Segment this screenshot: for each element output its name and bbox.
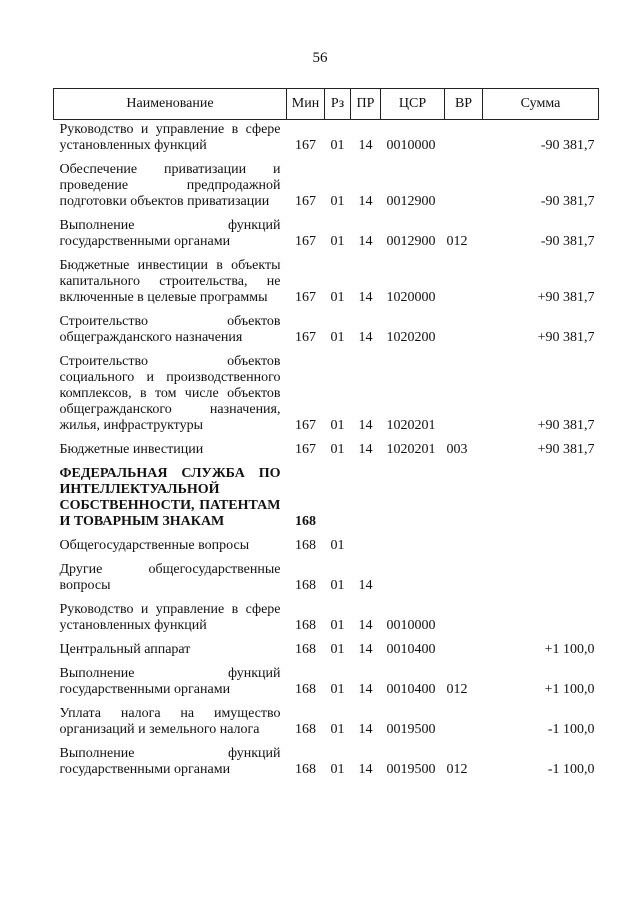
table-row bbox=[54, 218, 599, 258]
row-csr: 0019500 bbox=[386, 762, 436, 777]
row-name: Обеспечение приватизации и проведение предпродажной подготовки объектов приватизации bbox=[59, 162, 281, 209]
row-sum: +90 381,7 bbox=[537, 418, 595, 433]
table-row-section-heading bbox=[54, 466, 599, 538]
table-row bbox=[54, 120, 599, 163]
row-vr bbox=[445, 162, 483, 218]
row-min: 168 bbox=[295, 642, 316, 657]
row-sum: -90 381,7 bbox=[540, 234, 595, 249]
row-name: Руководство и управление в сфере установленных функций bbox=[59, 602, 281, 633]
row-csr: 0012900 bbox=[386, 234, 436, 249]
column-header-rz: Рз bbox=[325, 89, 351, 120]
table-row bbox=[54, 562, 599, 602]
row-vr bbox=[445, 642, 483, 666]
row-min: 167 bbox=[295, 418, 316, 433]
table-row bbox=[54, 706, 599, 746]
row-min: 168 bbox=[295, 722, 316, 737]
row-sum: +1 100,0 bbox=[544, 642, 595, 657]
row-sum: -1 100,0 bbox=[547, 722, 595, 737]
page-number: 56 bbox=[312, 50, 328, 66]
row-vr bbox=[445, 258, 483, 314]
row-sum bbox=[483, 602, 599, 642]
row-pr: 14 bbox=[358, 138, 373, 153]
row-min: 168 bbox=[295, 514, 316, 529]
row-sum: -90 381,7 bbox=[540, 194, 595, 209]
row-sum: +1 100,0 bbox=[544, 682, 595, 697]
row-name: Выполнение функций государственными органами bbox=[59, 218, 281, 249]
row-csr bbox=[381, 466, 445, 538]
row-rz: 01 bbox=[330, 578, 345, 593]
row-min: 168 bbox=[295, 682, 316, 697]
row-vr bbox=[445, 354, 483, 442]
row-rz: 01 bbox=[330, 538, 345, 553]
row-vr: 012 bbox=[446, 762, 468, 777]
row-min: 168 bbox=[295, 618, 316, 633]
row-pr bbox=[351, 538, 381, 562]
row-rz: 01 bbox=[330, 682, 345, 697]
table-row bbox=[54, 258, 599, 314]
row-rz: 01 bbox=[330, 762, 345, 777]
row-csr: 0010000 bbox=[386, 618, 436, 633]
row-rz: 01 bbox=[330, 330, 345, 345]
budget-table bbox=[53, 88, 599, 786]
row-pr: 14 bbox=[358, 442, 373, 457]
row-rz: 01 bbox=[330, 618, 345, 633]
table-header-row bbox=[54, 89, 599, 120]
row-csr: 1020201 bbox=[386, 442, 436, 457]
column-header-min: Мин bbox=[287, 89, 325, 120]
row-name: Выполнение функций государственными органами bbox=[59, 746, 281, 777]
row-rz: 01 bbox=[330, 194, 345, 209]
row-csr: 0010400 bbox=[386, 682, 436, 697]
row-name: Уплата налога на имущество организаций и земельного налога bbox=[59, 706, 281, 737]
row-pr: 14 bbox=[358, 618, 373, 633]
row-sum: +90 381,7 bbox=[537, 442, 595, 457]
row-pr: 14 bbox=[358, 194, 373, 209]
table-row bbox=[54, 314, 599, 354]
row-pr: 14 bbox=[358, 682, 373, 697]
row-min: 167 bbox=[295, 234, 316, 249]
row-name: Бюджетные инвестиции bbox=[59, 442, 204, 457]
table-row bbox=[54, 162, 599, 218]
row-vr: 003 bbox=[446, 442, 468, 457]
row-rz: 01 bbox=[330, 442, 345, 457]
row-min: 167 bbox=[295, 330, 316, 345]
row-rz: 01 bbox=[330, 642, 345, 657]
row-vr bbox=[445, 538, 483, 562]
row-min: 167 bbox=[295, 138, 316, 153]
row-pr: 14 bbox=[358, 290, 373, 305]
row-vr: 012 bbox=[446, 234, 468, 249]
row-name: Бюджетные инвестиции в объекты капитального строительства, не включенные в целевые программы bbox=[59, 258, 281, 305]
column-header-sum: Сумма bbox=[483, 89, 599, 120]
row-sum: +90 381,7 bbox=[537, 290, 595, 305]
row-name: Руководство и управление в сфере установленных функций bbox=[59, 122, 281, 153]
table-row bbox=[54, 442, 599, 466]
row-sum bbox=[483, 466, 599, 538]
column-header-vr: ВР bbox=[445, 89, 483, 120]
row-vr bbox=[445, 602, 483, 642]
row-name: Общегосударственные вопросы bbox=[59, 538, 250, 553]
row-rz: 01 bbox=[330, 138, 345, 153]
row-csr bbox=[381, 538, 445, 562]
row-pr bbox=[351, 466, 381, 538]
row-rz: 01 bbox=[330, 418, 345, 433]
row-pr: 14 bbox=[358, 762, 373, 777]
row-vr: 012 bbox=[446, 682, 468, 697]
row-csr: 1020201 bbox=[386, 418, 436, 433]
row-name: Строительство объектов общегражданского назначения bbox=[59, 314, 281, 345]
row-pr: 14 bbox=[358, 330, 373, 345]
table-row bbox=[54, 538, 599, 562]
row-name: Другие общегосударственные вопросы bbox=[59, 562, 281, 593]
row-pr: 14 bbox=[358, 234, 373, 249]
row-csr: 0012900 bbox=[386, 194, 436, 209]
table-row bbox=[54, 642, 599, 666]
column-header-pr: ПР bbox=[351, 89, 381, 120]
row-pr: 14 bbox=[358, 418, 373, 433]
row-min: 167 bbox=[295, 442, 316, 457]
table-row bbox=[54, 666, 599, 706]
row-rz: 01 bbox=[330, 290, 345, 305]
column-header-csr: ЦСР bbox=[381, 89, 445, 120]
row-vr bbox=[445, 120, 483, 163]
row-rz: 01 bbox=[330, 722, 345, 737]
table-row bbox=[54, 746, 599, 786]
row-name: Центральный аппарат bbox=[59, 642, 191, 657]
row-sum: -90 381,7 bbox=[540, 138, 595, 153]
row-min: 168 bbox=[295, 578, 316, 593]
row-sum: -1 100,0 bbox=[547, 762, 595, 777]
row-csr: 1020000 bbox=[386, 290, 436, 305]
row-min: 168 bbox=[295, 762, 316, 777]
row-csr: 0019500 bbox=[386, 722, 436, 737]
row-name: Строительство объектов социального и производственного комплексов, в том числе объектов общегражданского назначения, жилья, инфраструктуры bbox=[59, 354, 281, 433]
row-csr: 0010000 bbox=[386, 138, 436, 153]
row-vr bbox=[445, 314, 483, 354]
row-pr: 14 bbox=[358, 722, 373, 737]
row-vr bbox=[445, 562, 483, 602]
row-sum bbox=[483, 562, 599, 602]
row-name: ФЕДЕРАЛЬНАЯ СЛУЖБА ПО ИНТЕЛЛЕКТУАЛЬНОЙ СОБСТВЕННОСТИ, ПАТЕНТАМ И ТОВАРНЫМ ЗНАКАМ bbox=[59, 466, 281, 529]
table-row bbox=[54, 354, 599, 442]
table-row bbox=[54, 602, 599, 642]
row-min: 168 bbox=[295, 538, 316, 553]
row-sum bbox=[483, 538, 599, 562]
row-name: Выполнение функций государственными органами bbox=[59, 666, 281, 697]
row-rz bbox=[325, 466, 351, 538]
row-vr bbox=[445, 466, 483, 538]
row-csr: 0010400 bbox=[386, 642, 436, 657]
row-pr: 14 bbox=[358, 642, 373, 657]
row-rz: 01 bbox=[330, 234, 345, 249]
row-min: 167 bbox=[295, 290, 316, 305]
row-sum: +90 381,7 bbox=[537, 330, 595, 345]
row-pr: 14 bbox=[358, 578, 373, 593]
row-csr bbox=[381, 562, 445, 602]
column-header-name: Наименование bbox=[54, 89, 287, 120]
row-csr: 1020200 bbox=[386, 330, 436, 345]
row-min: 167 bbox=[295, 194, 316, 209]
row-vr bbox=[445, 706, 483, 746]
